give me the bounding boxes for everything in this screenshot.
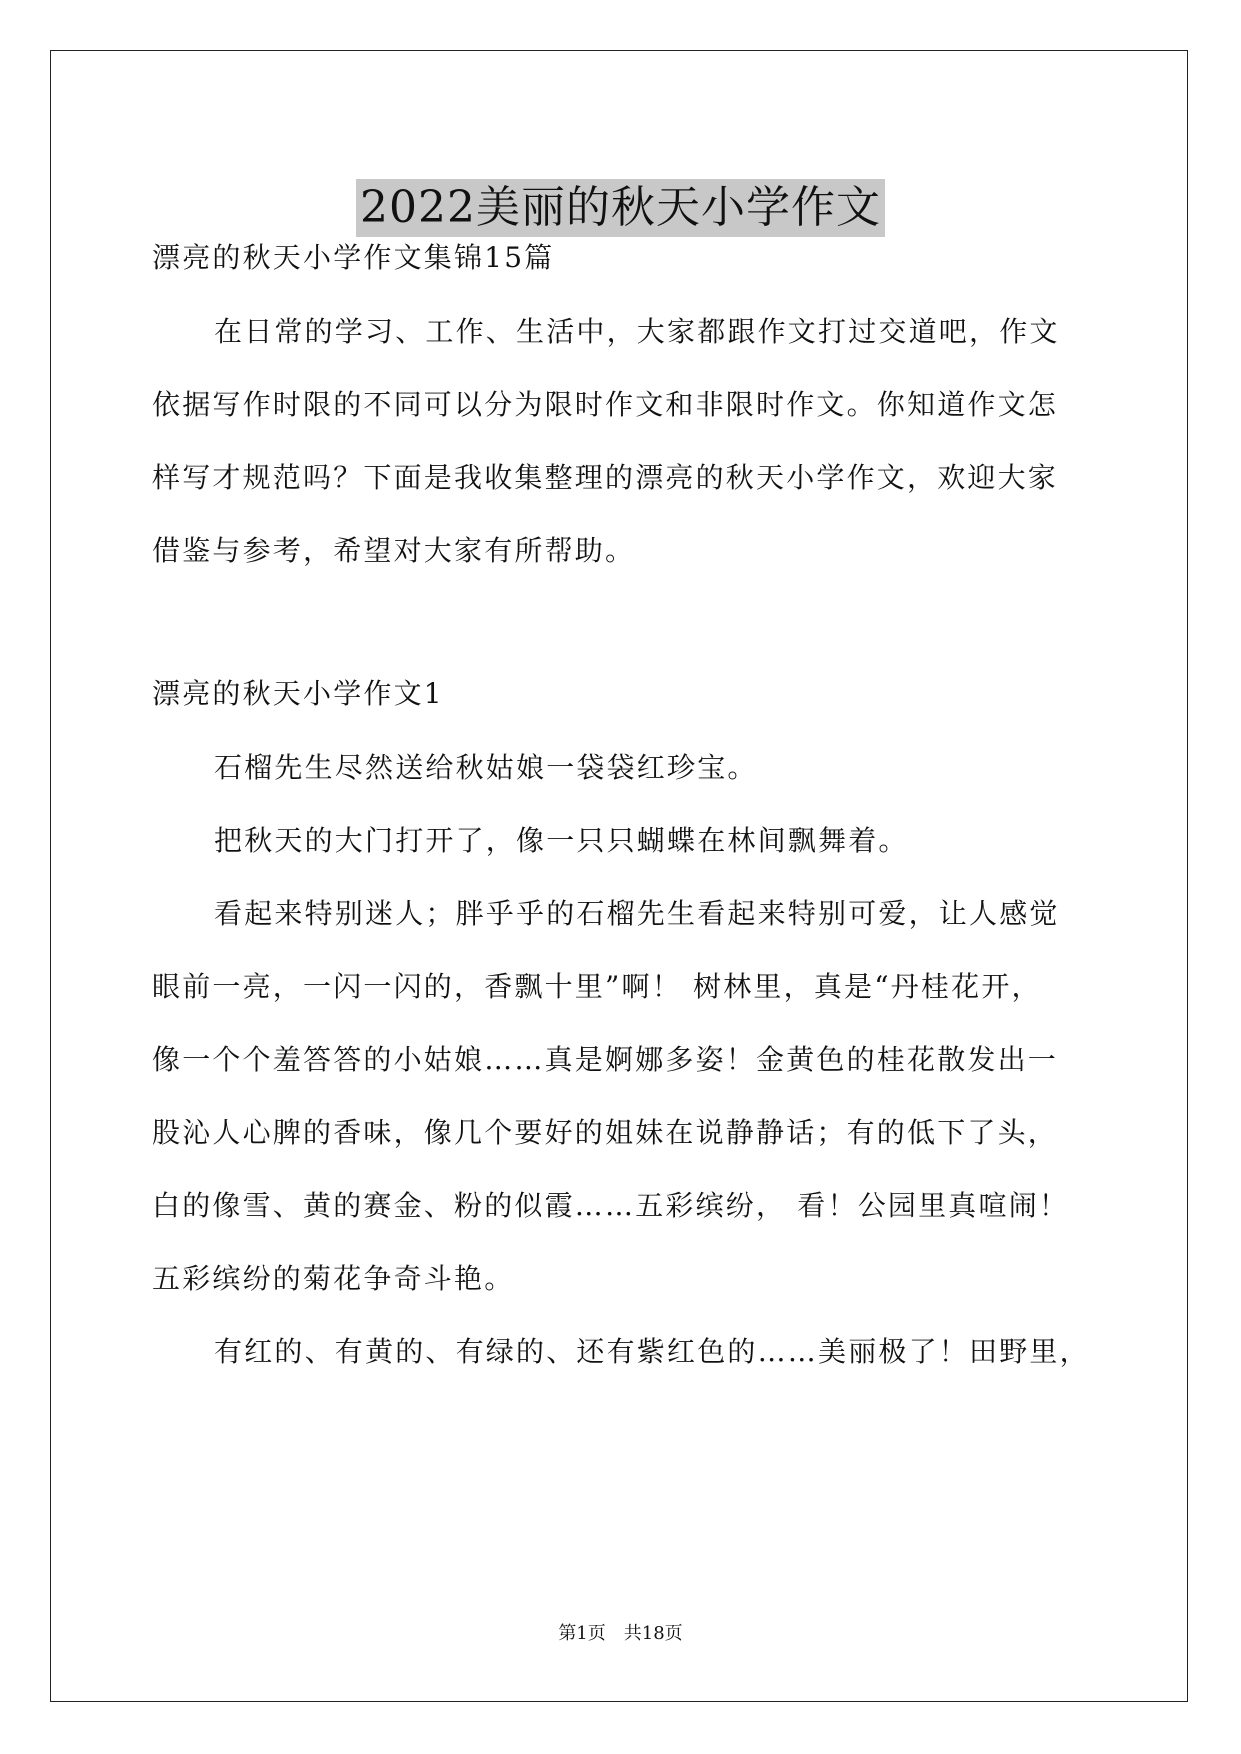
body-line: 股沁人心脾的香味，像几个要好的姐妹在说静静话；有的低下了头， (152, 1116, 1059, 1149)
body-line: 看起来特别迷人；胖乎乎的石榴先生看起来特别可爱，让人感觉 (214, 897, 1060, 930)
section-heading: 漂亮的秋天小学作文1 (152, 677, 444, 710)
body-line: 石榴先生尽然送给秋姑娘一袋袋红珍宝。 (214, 751, 758, 784)
body-line: 五彩缤纷的菊花争奇斗艳。 (152, 1262, 515, 1295)
body-line: 把秋天的大门打开了，像一只只蝴蝶在林间飘舞着。 (214, 824, 909, 857)
body-line: 眼前一亮，一闪一闪的，香飘十里”啊！ 树林里，真是“丹桂花开， (152, 970, 1042, 1003)
intro-line: 在日常的学习、工作、生活中，大家都跟作文打过交道吧，作文 (214, 315, 1060, 348)
body-line: 白的像雪、黄的赛金、粉的似霞……五彩缤纷， 看！公园里真喧闹！ (152, 1189, 1070, 1222)
body-line: 有红的、有黄的、有绿的、还有紫红色的……美丽极了！田野里， (214, 1335, 1090, 1368)
page-border (50, 50, 1188, 1702)
intro-line: 借鉴与参考，希望对大家有所帮助。 (152, 534, 636, 567)
collection-subtitle: 漂亮的秋天小学作文集锦15篇 (152, 241, 555, 274)
body-line: 像一个个羞答答的小姑娘……真是婀娜多姿！金黄色的桂花散发出一 (152, 1043, 1059, 1076)
intro-line: 样写才规范吗？下面是我收集整理的漂亮的秋天小学作文，欢迎大家 (152, 461, 1059, 494)
intro-line: 依据写作时限的不同可以分为限时作文和非限时作文。你知道作文怎 (152, 388, 1059, 421)
page-number-footer: 第1页 共18页 (558, 1623, 683, 1644)
document-title: 2022美丽的秋天小学作文 (356, 179, 885, 237)
